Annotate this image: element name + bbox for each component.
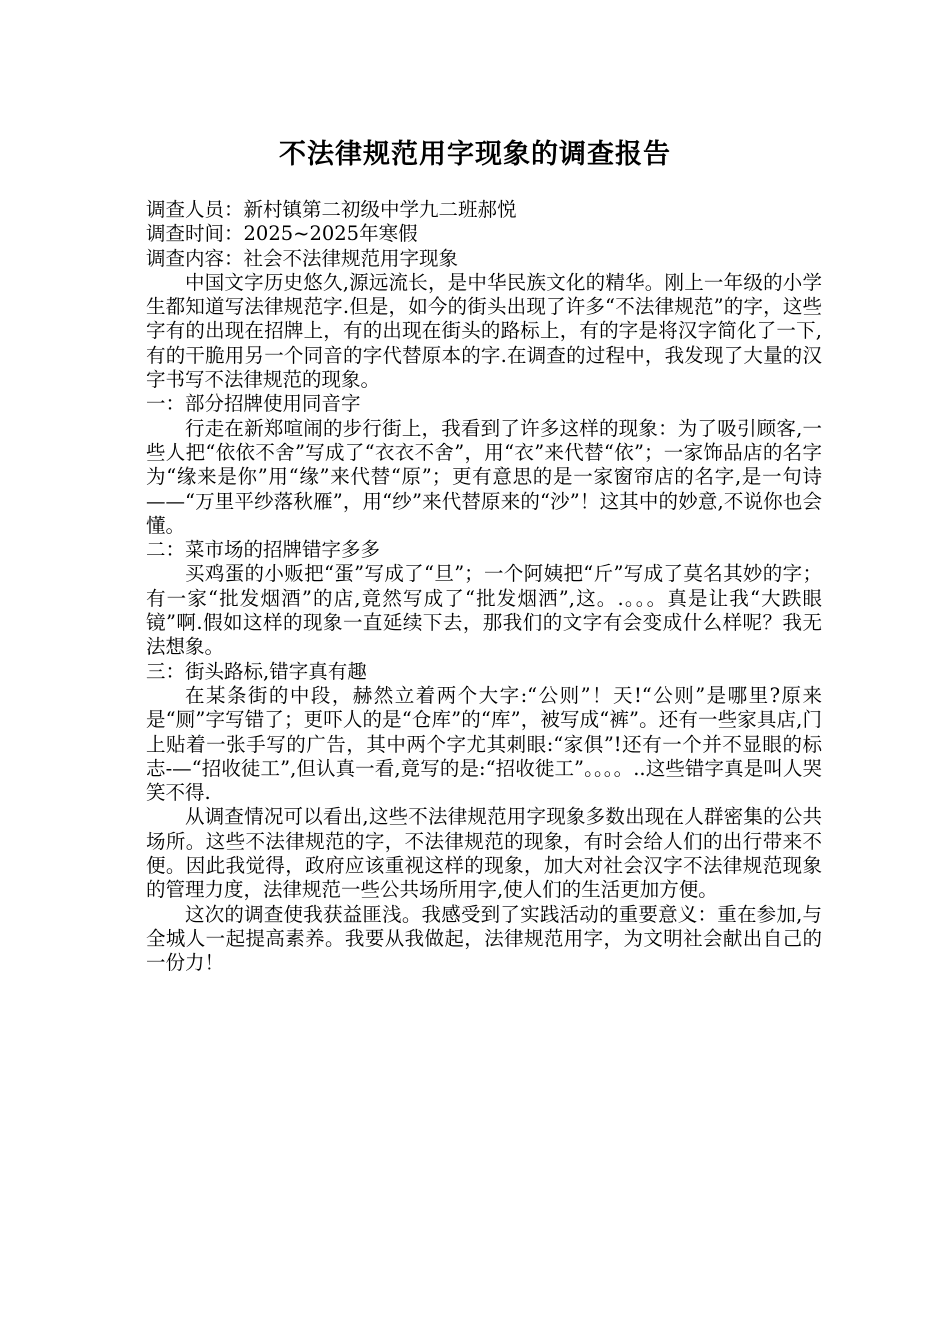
section-paragraph: 行走在新郑喧闹的步行街上，我看到了许多这样的现象：为了吸引顾客,一些人把“依依不舍”写成了“衣衣不舍”，用“衣”来代替“依”；一家饰品店的名字为“缘来是你”用“缘”来代替“原”；更有意思的是一家窗帘店的名字,是一句诗——“万里平纱落秋雁”，用“纱”来代替原来的“沙”！这其中的妙意,不说你也会懂。 bbox=[146, 416, 822, 537]
investigator-line: 调查人员：新村镇第二初级中学九二班郝悦 bbox=[146, 198, 517, 221]
report-title: 不法律规范用字现象的调查报告 bbox=[279, 139, 671, 170]
section-heading: 一：部分招牌使用同音字 bbox=[146, 392, 361, 416]
section-heading: 三：街头路标,错字真有趣 bbox=[146, 659, 367, 683]
conclusion-paragraph: 从调查情况可以看出,这些不法律规范用字现象多数出现在人群密集的公共场所。这些不法律规范的字，不法律规范的现象，有时会给人们的出行带来不便。因此我觉得，政府应该重视这样的现象，加大对社会汉字不法律规范现象的管理力度，法律规范一些公共场所用字,使人们的生活更加方便。 bbox=[146, 805, 822, 902]
time-line: 调查时间：2025~2025年寒假 bbox=[146, 222, 418, 246]
section-heading: 二：菜市场的招牌错字多多 bbox=[146, 538, 381, 562]
report-body bbox=[146, 198, 822, 976]
closing-paragraph: 这次的调查使我获益匪浅。我感受到了实践活动的重要意义：重在参加,与全城人一起提高素养。我要从我做起，法律规范用字，为文明社会献出自己的一份力！ bbox=[146, 902, 822, 975]
content-line: 调查内容：社会不法律规范用字现象 bbox=[146, 246, 459, 270]
section-paragraph: 买鸡蛋的小贩把“蛋”写成了“旦”；一个阿姨把“斤”写成了莫名其妙的字；有一家“批发烟酒”的店,竟然写成了“批发烟洒”,这。.。。。真是让我“大跌眼镜”啊.假如这样的现象一直延续下去，那我们的文字有会变成什么样呢？我无法想象。 bbox=[146, 562, 822, 659]
intro-paragraph: 中国文字历史悠久,源远流长，是中华民族文化的精华。刚上一年级的小学生都知道写法律规范字.但是，如今的街头出现了许多“不法律规范”的字，这些字有的出现在招牌上，有的出现在街头的路标上，有的字是将汉字简化了一下,有的干脆用另一个同音的字代替原本的字.在调查的过程中，我发现了大量的汉字书写不法律规范的现象。 bbox=[146, 270, 822, 392]
section-paragraph: 在某条街的中段，赫然立着两个大字:“公则”！天!“公则”是哪里?原来是“厕”字写错了；更吓人的是“仓库”的“库”，被写成“裤”。还有一些家具店,门上贴着一张手写的广告，其中两个字尤其刺眼:“家俱”!还有一个并不显眼的标志-—“招收徒工”,但认真一看,竟写的是:“招收徙工”。。。。..这些错字真是叫人哭笑不得. bbox=[146, 683, 822, 805]
